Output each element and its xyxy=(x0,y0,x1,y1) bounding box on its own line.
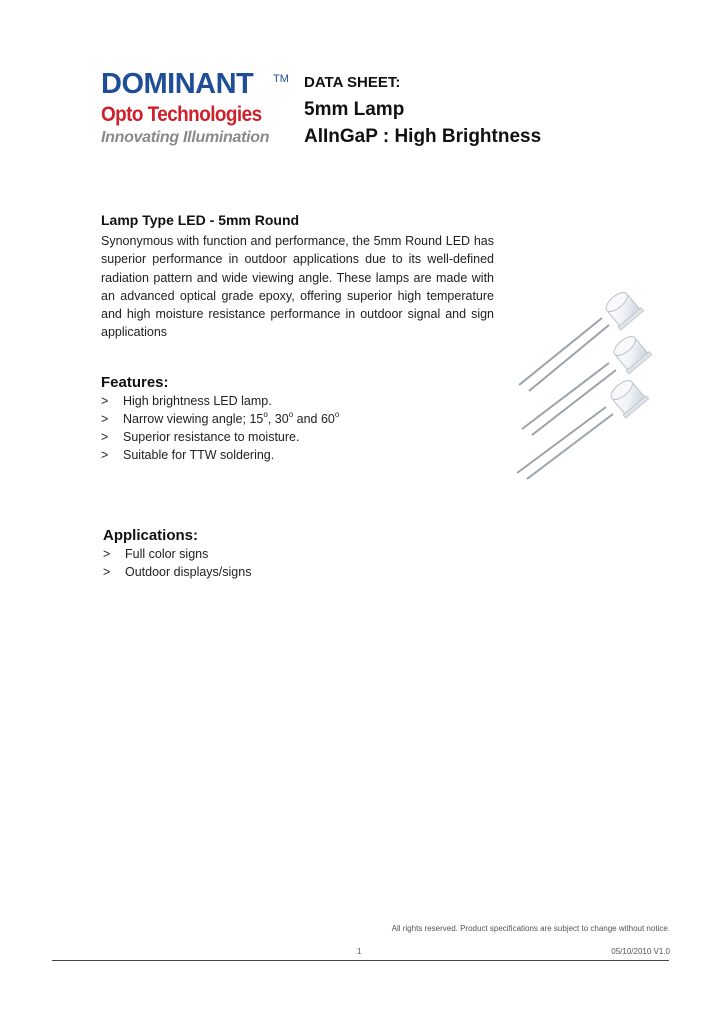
applications-heading: Applications: xyxy=(103,527,199,544)
bullet-marker: > xyxy=(101,394,109,408)
features-heading: Features: xyxy=(101,374,169,391)
list-item xyxy=(101,428,421,446)
application-text: Full color signs xyxy=(125,547,209,561)
applications-list xyxy=(103,545,423,581)
degree-mark: o xyxy=(263,410,268,419)
angle-value: 30 xyxy=(274,412,289,426)
degree-mark: o xyxy=(334,410,340,419)
bullet-marker: > xyxy=(101,412,109,426)
separator-text: , xyxy=(267,412,272,426)
company-logo-wordmark: DOMINANT xyxy=(101,68,254,100)
feature-text: Narrow viewing angle; 15 xyxy=(123,412,264,426)
list-item xyxy=(101,446,421,464)
angle-value: 60 xyxy=(320,412,335,426)
bullet-marker: > xyxy=(103,565,111,579)
list-item xyxy=(101,392,421,410)
feature-text: Suitable for TTW soldering. xyxy=(123,448,275,462)
features-list xyxy=(101,392,421,464)
conjunction-text: and xyxy=(296,412,318,426)
intro-paragraph: Synonymous with function and performance, the 5mm Round LED has superior performance in outdoor applications due to its well-defined radiation pattern and wide viewing angle. These lamps are made with an advanced optical grade epoxy, offering superior high temperature and high moisture resistance performance in outdoor signal and sign applications xyxy=(101,234,494,340)
page-number: 1 xyxy=(357,947,362,956)
bullet-marker: > xyxy=(101,448,109,462)
bullet-marker: > xyxy=(101,430,109,444)
trademark-symbol: TM xyxy=(273,73,289,85)
footer-divider xyxy=(52,960,669,961)
product-title: 5mm Lamp xyxy=(304,99,405,120)
feature-text: Superior resistance to moisture. xyxy=(123,430,300,444)
datasheet-label: DATA SHEET: xyxy=(304,74,401,91)
rights-notice: All rights reserved. Product specifications are subject to change without notice. xyxy=(391,924,670,933)
degree-mark: o xyxy=(288,410,294,419)
feature-text: High brightness LED lamp. xyxy=(123,394,272,408)
list-item xyxy=(103,545,423,563)
application-text: Outdoor displays/signs xyxy=(125,565,252,579)
feature-text-viewing-angle xyxy=(123,410,339,428)
section-heading: Lamp Type LED - 5mm Round xyxy=(101,212,300,228)
product-subtitle: AlInGaP : High Brightness xyxy=(304,126,542,147)
bullet-marker: > xyxy=(103,547,111,561)
company-logo-subtitle: Opto Technologies xyxy=(101,103,262,126)
led-lamp xyxy=(517,376,649,479)
list-item xyxy=(101,410,421,428)
led-lamp-illustration xyxy=(505,285,665,485)
list-item xyxy=(103,563,423,581)
document-date-version: 05/10/2010 V1.0 xyxy=(611,947,670,956)
company-tagline: Innovating Illumination xyxy=(101,129,270,146)
